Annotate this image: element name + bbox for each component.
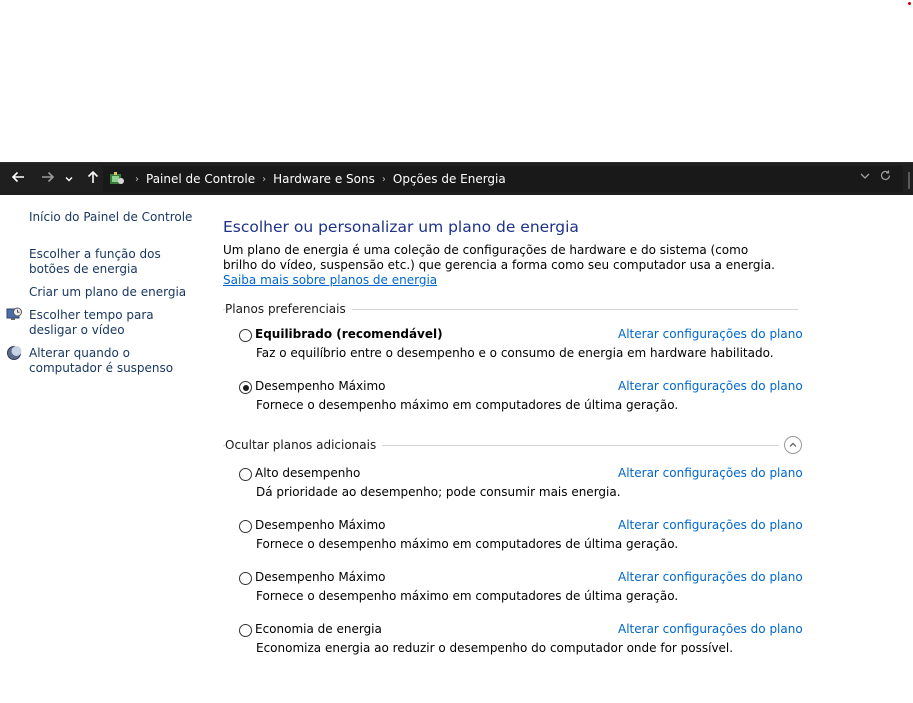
arrow-left-icon xyxy=(10,169,26,185)
monitor-clock-icon xyxy=(6,307,22,323)
preferred-plans-label: Planos preferenciais xyxy=(225,302,352,316)
chevron-up-icon xyxy=(788,440,798,450)
plan-radio-high-performance[interactable] xyxy=(239,468,252,481)
change-plan-settings-link[interactable]: Alterar configurações do plano xyxy=(618,379,803,393)
collapse-additional-plans-button[interactable] xyxy=(784,436,802,454)
change-plan-settings-link[interactable]: Alterar configurações do plano xyxy=(618,622,803,636)
search-box-edge xyxy=(908,172,910,189)
plan-name[interactable]: Alto desempenho xyxy=(255,466,361,480)
plan-name[interactable]: Desempenho Máximo xyxy=(255,518,386,532)
plan-description: Dá prioridade ao desempenho; pode consumir mais energia. xyxy=(256,485,621,499)
breadcrumb-power-options[interactable]: Opções de Energia xyxy=(392,172,506,186)
control-panel-icon xyxy=(108,171,126,187)
plan-description: Fornece o desempenho máximo em computadores de última geração. xyxy=(256,589,679,603)
breadcrumb-hardware-sound[interactable]: Hardware e Sons xyxy=(273,172,375,186)
breadcrumb-separator: › xyxy=(262,173,267,185)
plan-radio-ultimate-performance[interactable] xyxy=(239,381,252,394)
breadcrumb-separator: › xyxy=(135,173,139,185)
breadcrumb-separator: › xyxy=(381,173,386,185)
change-plan-settings-link[interactable]: Alterar configurações do plano xyxy=(618,518,803,532)
change-plan-settings-link[interactable]: Alterar configurações do plano xyxy=(618,466,803,480)
forward-button[interactable] xyxy=(38,169,58,189)
corner-marker xyxy=(908,2,911,5)
change-plan-settings-link[interactable]: Alterar configurações do plano xyxy=(618,327,803,341)
arrow-right-icon xyxy=(40,169,56,185)
page-title: Escolher ou personalizar um plano de energia xyxy=(223,218,579,236)
arrow-up-icon xyxy=(85,169,101,185)
plan-description: Economiza energia ao reduzir o desempenho do computador onde for possível. xyxy=(256,641,734,655)
plan-name[interactable]: Economia de energia xyxy=(255,622,382,636)
plan-name[interactable]: Equilibrado (recomendável) xyxy=(255,327,443,341)
back-button[interactable] xyxy=(8,169,28,189)
breadcrumb xyxy=(108,167,506,191)
plan-radio-ultimate-performance[interactable] xyxy=(239,520,252,533)
plan-radio-power-saver[interactable] xyxy=(239,624,252,637)
moon-icon xyxy=(6,345,22,361)
learn-more-link[interactable]: Saiba mais sobre planos de energia xyxy=(223,273,438,287)
chevron-down-icon xyxy=(64,174,74,184)
plan-radio-ultimate-performance[interactable] xyxy=(239,572,252,585)
chevron-down-icon xyxy=(859,170,871,182)
address-dropdown-button[interactable] xyxy=(859,167,871,191)
plan-radio-balanced[interactable] xyxy=(239,329,252,342)
refresh-icon xyxy=(879,169,892,182)
recent-locations-button[interactable] xyxy=(62,169,76,189)
breadcrumb-control-panel[interactable]: Painel de Controle xyxy=(146,172,256,186)
sidebar-item-sleep-settings[interactable]: Alterar quando o computador é suspenso xyxy=(29,346,174,375)
plan-name[interactable]: Desempenho Máximo xyxy=(255,379,386,393)
plan-description: Fornece o desempenho máximo em computadores de última geração. xyxy=(256,537,679,551)
intro-description: Um plano de energia é uma coleção de configurações de hardware e do sistema (como brilho do vídeo, suspensão etc.) que gerencia a forma como seu computador usa a energia. xyxy=(223,243,775,272)
sidebar-item-display-timeout[interactable]: Escolher tempo para desligar o vídeo xyxy=(29,308,154,337)
intro-text xyxy=(223,243,783,288)
sidebar-item-control-panel-home[interactable]: Início do Painel de Controle xyxy=(29,210,193,224)
change-plan-settings-link[interactable]: Alterar configurações do plano xyxy=(618,570,803,584)
plan-description: Faz o equilíbrio entre o desempenho e o consumo de energia em hardware habilitado. xyxy=(256,346,774,360)
sidebar-item-power-buttons[interactable]: Escolher a função dos botões de energia xyxy=(29,247,161,276)
additional-plans-label[interactable]: Ocultar planos adicionais xyxy=(225,438,382,452)
sidebar-item-create-plan[interactable]: Criar um plano de energia xyxy=(29,285,187,299)
address-bar xyxy=(0,162,913,195)
up-button[interactable] xyxy=(83,169,103,189)
plan-name[interactable]: Desempenho Máximo xyxy=(255,570,386,584)
plan-description: Fornece o desempenho máximo em computadores de última geração. xyxy=(256,398,679,412)
address-field[interactable] xyxy=(103,166,903,192)
refresh-button[interactable] xyxy=(879,167,892,191)
